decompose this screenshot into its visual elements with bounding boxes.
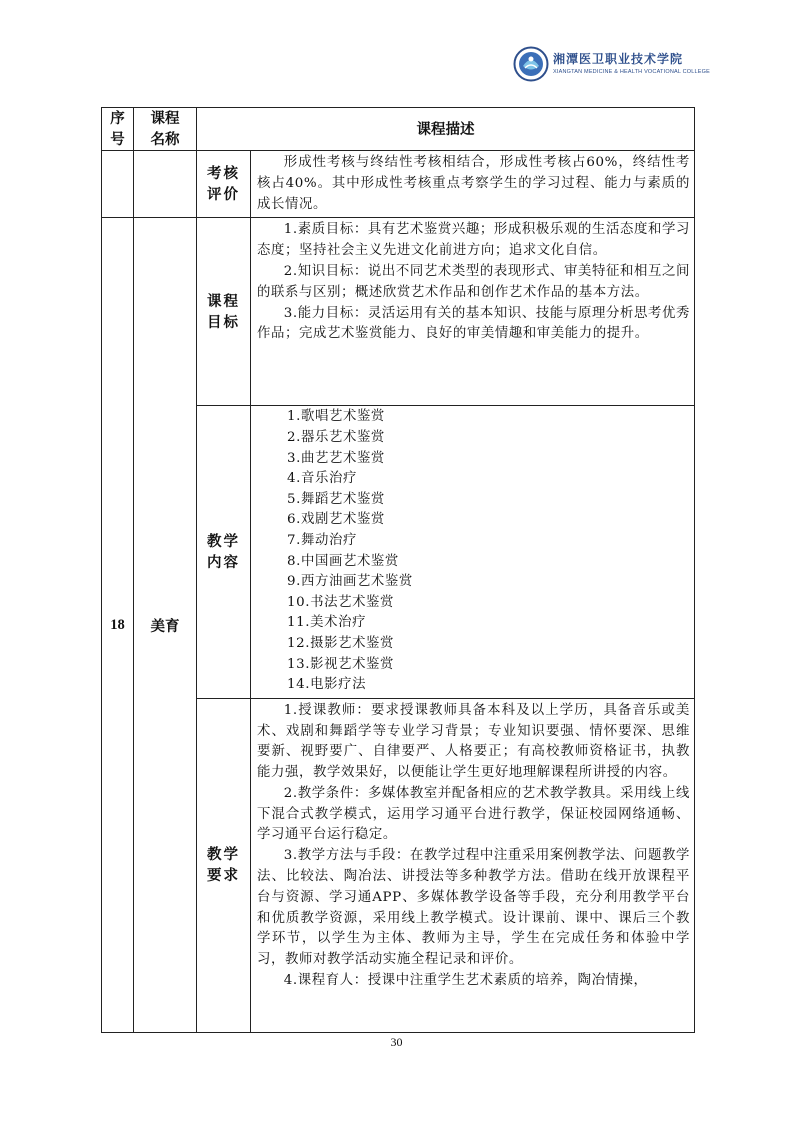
content-item: 3.曲艺艺术鉴赏 xyxy=(287,450,385,466)
objective-paragraph: 3.能力目标：灵活运用有关的基本知识、技能与原理分析思考优秀作品；完成艺术鉴赏能力、良好的审美情趣和审美能力的提升。 xyxy=(257,305,690,342)
assessment-row xyxy=(102,151,695,218)
empty-seq-cell xyxy=(102,151,134,218)
assessment-label: 考核评价 xyxy=(197,151,251,218)
objectives-label: 课程目标 xyxy=(197,218,251,406)
course-number: 18 xyxy=(102,218,134,1032)
content-item: 8.中国画艺术鉴赏 xyxy=(287,553,399,569)
content-item: 12.摄影艺术鉴赏 xyxy=(287,635,395,651)
content-item: 10.书法艺术鉴赏 xyxy=(287,594,395,610)
objectives-row xyxy=(102,218,695,406)
assessment-text: 形成性考核与终结性考核相结合，形成性考核占60%，终结性考核占40%。其中形成性考核重点考察学生的学习过程、能力与素质的成长情况。 xyxy=(257,155,690,212)
assessment-text-cell xyxy=(251,151,695,218)
header-course-name: 课程名称 xyxy=(134,108,197,151)
content-label: 教学内容 xyxy=(197,406,251,698)
header-description: 课程描述 xyxy=(197,108,695,151)
requirements-cell xyxy=(251,698,695,1032)
page-number: 30 xyxy=(390,1035,403,1049)
content-item: 4.音乐治疗 xyxy=(287,471,357,487)
school-name-en: XIANGTAN MEDICINE & HEALTH VOCATIONAL COLLEGE xyxy=(553,69,711,75)
content-item: 1.歌唱艺术鉴赏 xyxy=(287,409,385,425)
school-emblem-icon xyxy=(513,46,549,82)
content-item: 13.影视艺术鉴赏 xyxy=(287,656,395,672)
content-item: 6.戏剧艺术鉴赏 xyxy=(287,512,385,528)
school-name-cn: 湘潭医卫职业技术学院 xyxy=(553,52,684,66)
content-item: 9.西方油画艺术鉴赏 xyxy=(287,574,413,590)
content-item: 2.器乐艺术鉴赏 xyxy=(287,429,385,445)
requirement-paragraph: 2.教学条件：多媒体教室并配备相应的艺术教学教具。采用线上线下混合式教学模式，运用学习通平台进行教学，保证校园网络通畅、学习通平台运行稳定。 xyxy=(257,785,690,843)
content-item: 11.美术治疗 xyxy=(287,615,367,631)
requirement-paragraph: 4.课程育人：授课中注重学生艺术素质的培养，陶冶情操， xyxy=(283,973,648,989)
header-seq: 序号 xyxy=(102,108,134,151)
header-logo xyxy=(513,44,713,84)
table-header-row xyxy=(102,108,695,151)
course-table xyxy=(101,107,695,1033)
objective-paragraph: 2.知识目标：说出不同艺术类型的表现形式、审美特征和相互之间的联系与区别；概述欣赏艺术作品和创作艺术作品的基本方法。 xyxy=(257,263,690,300)
objective-paragraph: 1.素质目标：具有艺术鉴赏兴趣；形成积极乐观的生活态度和学习态度；坚持社会主义先进文化前进方向；追求文化自信。 xyxy=(257,222,690,259)
requirement-paragraph: 1.授课教师：要求授课教师具备本科及以上学历，具备音乐或美术、戏剧和舞蹈学等专业学习背景；专业知识要强、情怀要深、思维要新、视野要广、自律要严、人格要正；有高校教师资格证书，执教能力强，教学效果好，以便能让学生更好地理解课程所讲授的内容。 xyxy=(257,702,690,781)
course-name: 美育 xyxy=(134,218,197,1032)
content-item: 5.舞蹈艺术鉴赏 xyxy=(287,491,385,507)
requirement-paragraph: 3.教学方法与手段：在教学过程中注重采用案例教学法、问题教学法、比较法、陶冶法、讲授法等多种教学方法。借助在线开放课程平台与资源、学习通APP、多媒体教学设备等手段，充分利用教学平台和优质教学资源，采用线上教学模式。设计课前、课中、课后三个教学环节，以学生为主体、教师为主导，学生在完成任务和体验中学习，教师对教学活动实施全程记录和评价。 xyxy=(257,848,690,968)
content-cell xyxy=(251,406,695,698)
content-item: 7.舞动治疗 xyxy=(287,532,357,548)
empty-name-cell xyxy=(134,151,197,218)
requirements-label: 教学要求 xyxy=(197,698,251,1032)
objectives-cell xyxy=(251,218,695,406)
content-item: 14.电影疗法 xyxy=(287,677,367,693)
